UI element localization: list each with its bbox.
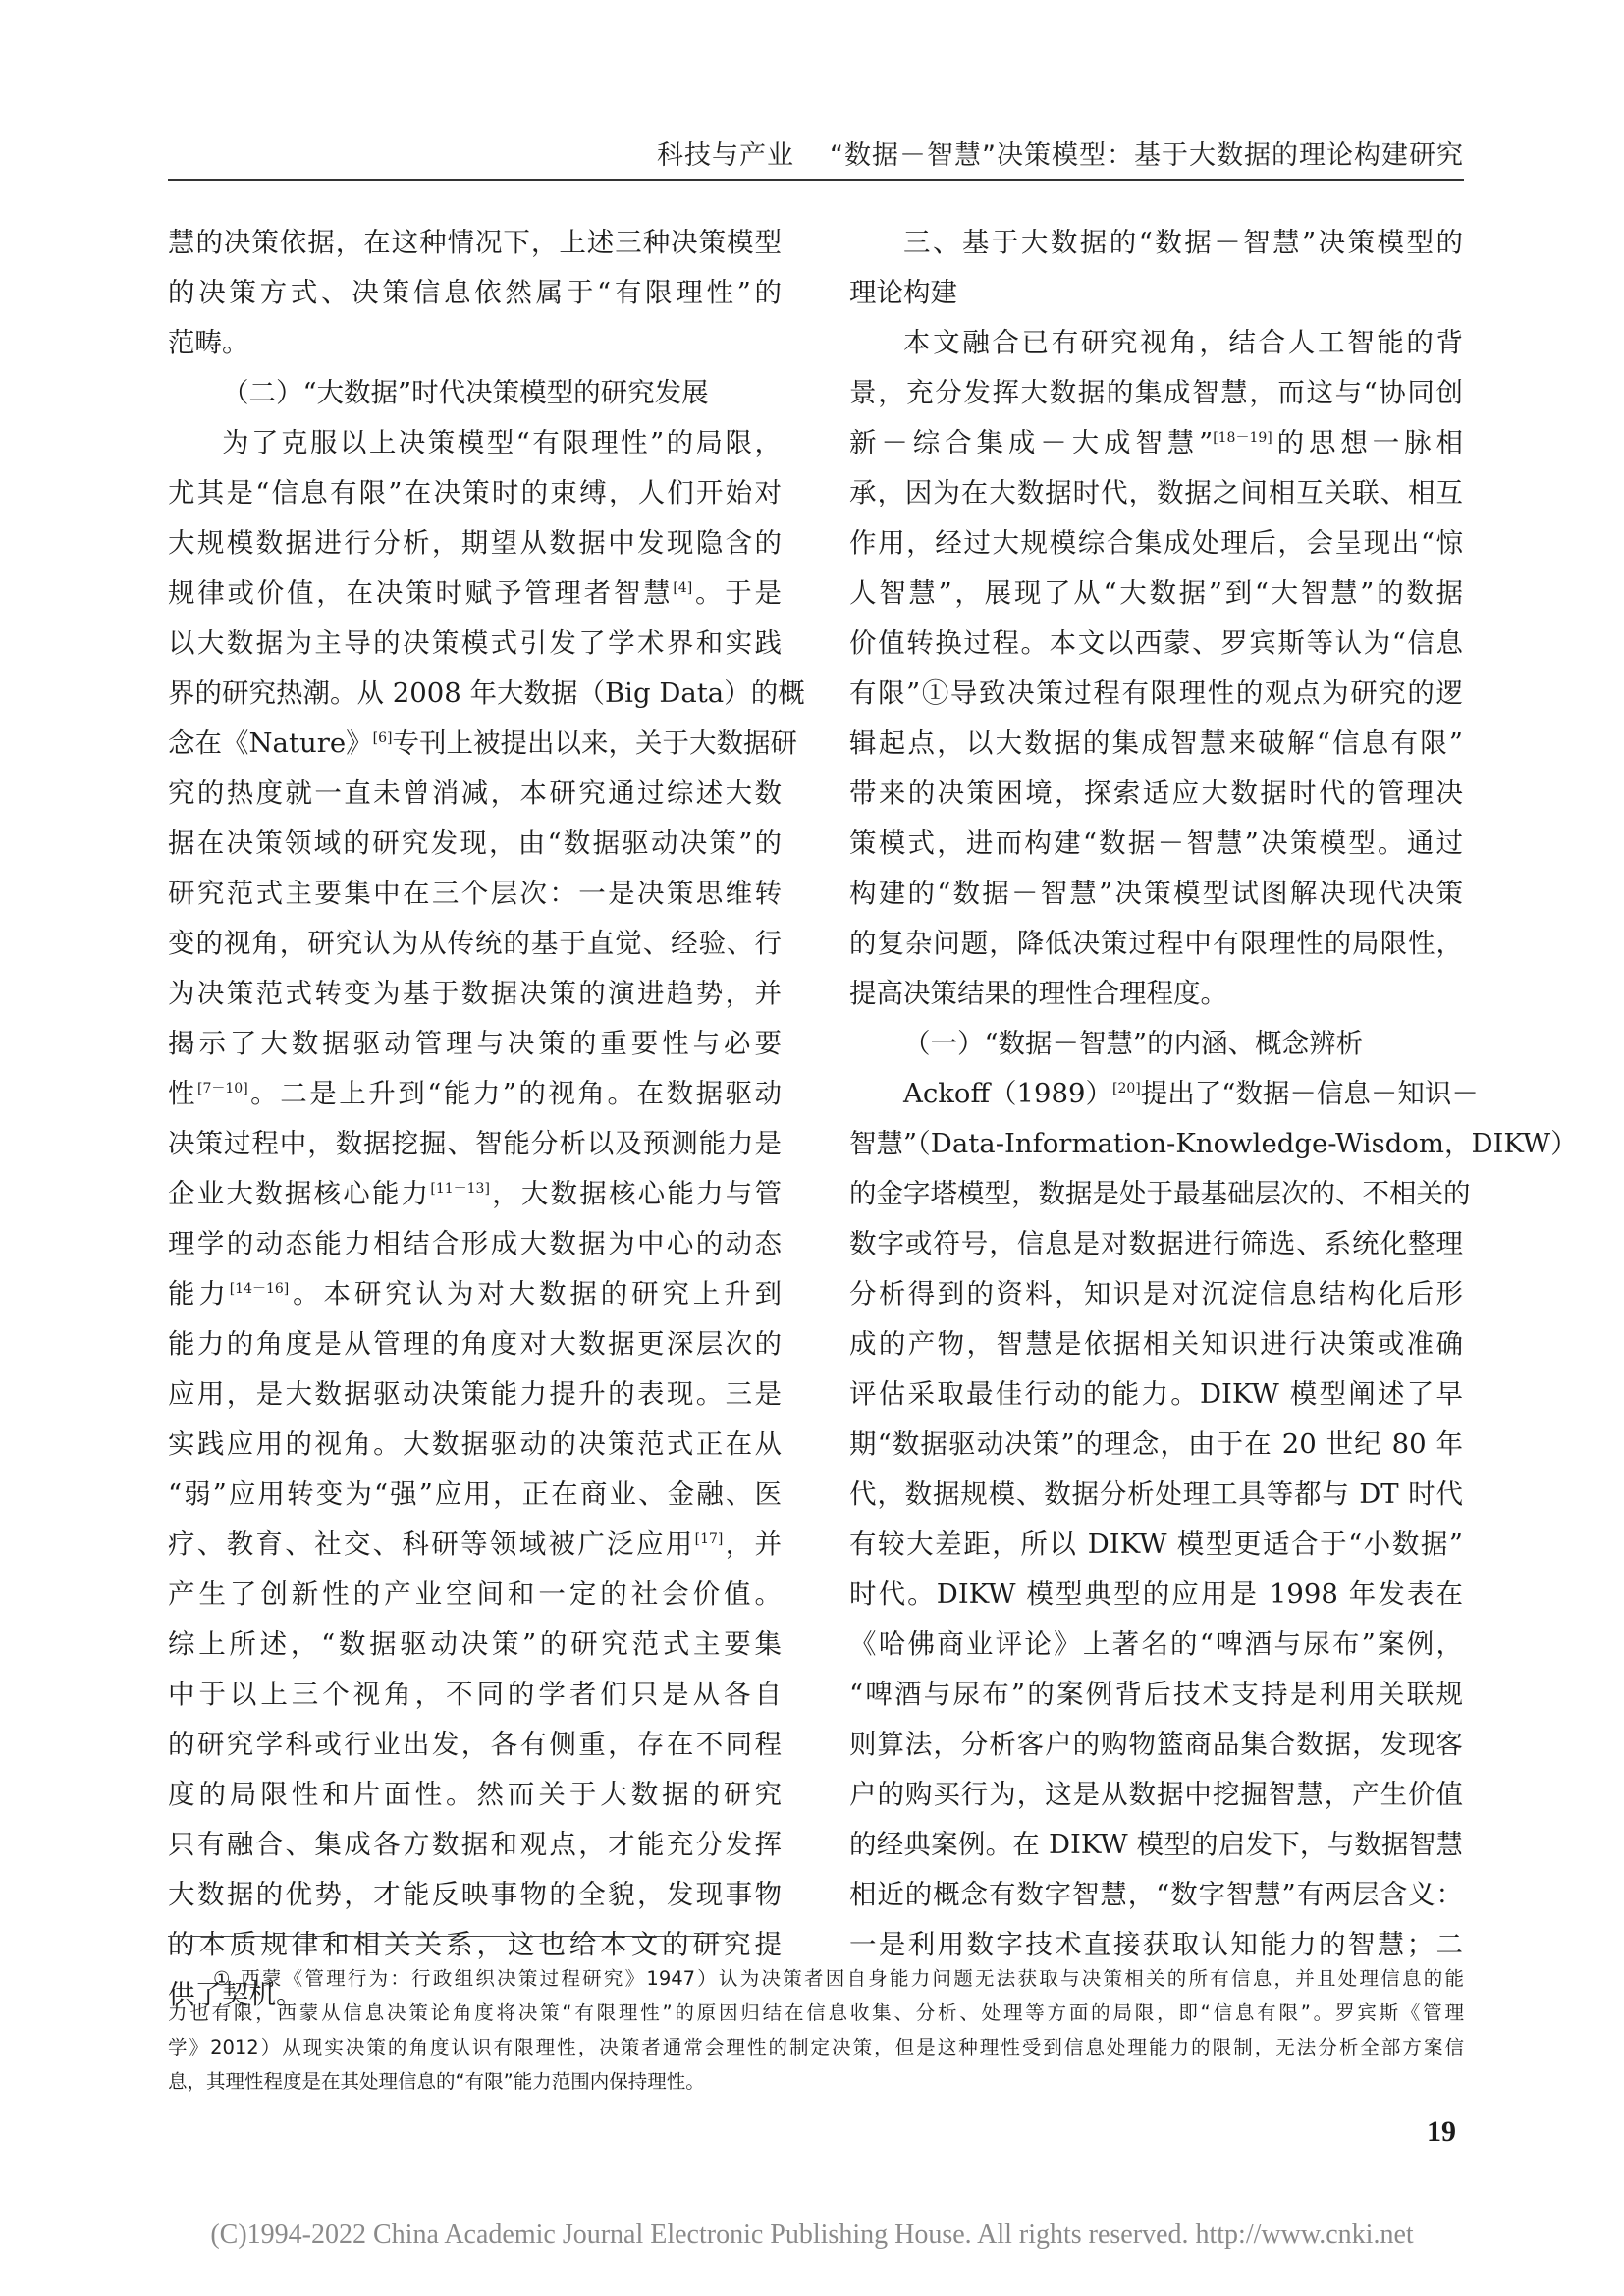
citation: [6]	[372, 729, 393, 746]
text-line: 作用，经过大规模综合集成处理后，会呈现出“惊	[849, 527, 1463, 559]
text-line: 界的研究热潮。从 2008 年大数据（Big Data）的概	[168, 677, 805, 709]
text-line: 智慧”（Data-Information-Knowledge-Wisdom，DIKW）	[849, 1128, 1578, 1159]
text-line: 研究范式主要集中在三个层次：一是决策思维转	[168, 878, 782, 909]
right-column	[849, 218, 1578, 1970]
footnote-line: ① 西蒙《管理行为：行政组织决策过程研究》1947）认为决策者因自身能力问题无法获取与决策相关的所有信息，并且处理信息的能	[213, 1967, 1464, 1990]
text-line: Ackoff（1989）[20]提出了“数据－信息－知识－	[903, 1078, 1479, 1109]
running-header	[168, 130, 1464, 179]
text-line: 理学的动态能力相结合形成大数据为中心的动态	[168, 1228, 782, 1259]
text-line: 为了克服以上决策模型“有限理性”的局限，	[222, 427, 782, 458]
text-line: 新－综合集成－大成智慧”[18－19]的思想一脉相	[849, 427, 1463, 458]
text-line: 代，数据规模、数据分析处理工具等都与 DT 时代	[849, 1478, 1463, 1510]
text-line: 本文融合已有研究视角，结合人工智能的背	[903, 327, 1463, 358]
text-line: 的研究学科或行业出发，各有侧重，存在不同程	[168, 1729, 782, 1760]
copyright-notice: (C)1994-2022 China Academic Journal Electronic Publishing House. All rights reserved. http://www.cnki.net	[210, 2219, 1414, 2250]
text-line: 的复杂问题，降低决策过程中有限理性的局限性，	[849, 928, 1463, 959]
text-line: 揭示了大数据驱动管理与决策的重要性与必要	[168, 1028, 782, 1059]
text-line: 产生了创新性的产业空间和一定的社会价值。	[168, 1578, 782, 1610]
text-line: 变的视角，研究认为从传统的基于直觉、经验、行	[168, 928, 782, 959]
text-line: 提高决策结果的理性合理程度。	[849, 978, 1227, 1009]
text-line: 的本质规律和相关关系，这也给本文的研究提	[168, 1929, 782, 1960]
text-line: 数字或符号，信息是对数据进行筛选、系统化整理	[849, 1228, 1463, 1259]
text-line: 度的局限性和片面性。然而关于大数据的研究	[168, 1779, 782, 1810]
text-line: 中于以上三个视角，不同的学者们只是从各自	[168, 1679, 782, 1710]
text-line: 有限”①导致决策过程有限理性的观点为研究的逻	[849, 677, 1463, 709]
text-line: 以大数据为主导的决策模式引发了学术界和实践	[168, 627, 782, 659]
text-line: 大数据的优势，才能反映事物的全貌，发现事物	[168, 1879, 782, 1910]
text-line: 疗、教育、社交、科研等领域被广泛应用[17]，并	[168, 1528, 782, 1560]
text-line: 一是利用数字技术直接获取认知能力的智慧；二	[849, 1929, 1463, 1960]
footnote-rule	[168, 1936, 730, 1937]
text-line: 人智慧”，展现了从“大数据”到“大智慧”的数据	[849, 577, 1463, 609]
page-number: 19	[1427, 2115, 1456, 2148]
section-heading: 三、基于大数据的“数据－智慧”决策模型的	[903, 227, 1463, 258]
text-line: 成的产物，智慧是依据相关知识进行决策或准确	[849, 1328, 1463, 1360]
citation: [4]	[673, 579, 693, 596]
text-line: “弱”应用转变为“强”应用，正在商业、金融、医	[168, 1478, 782, 1510]
section-heading: （二）“大数据”时代决策模型的研究发展	[222, 377, 709, 408]
journal-section: 科技与产业	[657, 140, 795, 171]
text-line: 相近的概念有数字智慧，“数字智慧”有两层含义：	[849, 1879, 1463, 1910]
text-line: 策模式，进而构建“数据－智慧”决策模型。通过	[849, 828, 1463, 859]
section-heading: （一）“数据－智慧”的内涵、概念辨析	[903, 1028, 1364, 1059]
text-line: 的金字塔模型，数据是处于最基础层次的、不相关的	[849, 1178, 1471, 1209]
text-line: 综上所述，“数据驱动决策”的研究范式主要集	[168, 1629, 782, 1660]
text-line: 究的热度就一直未曾消减，本研究通过综述大数	[168, 777, 782, 809]
text-line: 决策过程中，数据挖掘、智能分析以及预测能力是	[168, 1128, 782, 1159]
footnote	[168, 1961, 1464, 2099]
text-line: 尤其是“信息有限”在决策时的束缚，人们开始对	[168, 477, 782, 508]
text-line: 承，因为在大数据时代，数据之间相互关联、相互	[849, 477, 1463, 508]
citation: [17]	[694, 1530, 724, 1547]
text-line: 期“数据驱动决策”的理念，由于在 20 世纪 80 年	[849, 1428, 1463, 1460]
footnote-line: 学》2012）从现实决策的角度认识有限理性，决策者通常会理性的制定决策，但是这种理性受到信息处理能力的限制，无法分析全部方案信	[168, 2036, 1464, 2058]
text-line: 念在《Nature》[6]专刊上被提出以来，关于大数据研	[168, 727, 797, 759]
text-line: 评估采取最佳行动的能力。DIKW 模型阐述了早	[849, 1378, 1463, 1410]
text-line: 性[7－10]。二是上升到“能力”的视角。在数据驱动	[168, 1078, 782, 1109]
text-line: 景，充分发挥大数据的集成智慧，而这与“协同创	[849, 377, 1463, 408]
citation: [14－16]	[229, 1280, 290, 1297]
text-line: 只有融合、集成各方数据和观点，才能充分发挥	[168, 1829, 782, 1860]
citation: [18－19]	[1213, 429, 1272, 446]
text-line: 应用，是大数据驱动决策能力提升的表现。三是	[168, 1378, 782, 1410]
citation: [7－10]	[197, 1080, 248, 1096]
citation: [20]	[1112, 1080, 1141, 1096]
text-line: 户的购买行为，这是从数据中挖掘智慧，产生价值	[849, 1779, 1463, 1810]
footnote-line: 力也有限，西蒙从信息决策论角度将决策“有限理性”的原因归结在信息收集、分析、处理等方面的局限，即“信息有限”。罗宾斯《管理	[168, 2002, 1464, 2024]
text-line: “啤酒与尿布”的案例背后技术支持是利用关联规	[849, 1679, 1463, 1710]
text-line: 能力[14－16]。本研究认为对大数据的研究上升到	[168, 1278, 783, 1309]
article-title: “数据－智慧”决策模型：基于大数据的理论构建研究	[830, 140, 1464, 171]
text-line: 则算法，分析客户的购物篮商品集合数据，发现客	[849, 1729, 1463, 1760]
text-line: 为决策范式转变为基于数据决策的演进趋势，并	[168, 978, 782, 1009]
left-column	[168, 218, 805, 2020]
text-line: 范畴。	[168, 327, 249, 358]
text-line: 时代。DIKW 模型典型的应用是 1998 年发表在	[849, 1578, 1463, 1610]
footnote-line: 息，其理性程度是在其处理信息的“有限”能力范围内保持理性。	[168, 2070, 705, 2093]
text-line: 的决策方式、决策信息依然属于“有限理性”的	[168, 277, 782, 308]
text-line: 供了契机。	[168, 1979, 303, 2010]
text-line: 有较大差距，所以 DIKW 模型更适合于“小数据”	[849, 1528, 1463, 1560]
section-heading-cont: 理论构建	[849, 277, 957, 308]
text-line: 价值转换过程。本文以西蒙、罗宾斯等认为“信息	[849, 627, 1463, 659]
header-text	[657, 133, 1464, 172]
text-line: 规律或价值，在决策时赋予管理者智慧[4]。于是	[168, 577, 783, 609]
text-line: 分析得到的资料，知识是对沉淀信息结构化后形	[849, 1278, 1463, 1309]
citation: [11－13]	[430, 1180, 490, 1197]
text-line: 《哈佛商业评论》上著名的“啤酒与尿布”案例，	[849, 1629, 1463, 1660]
text-line: 实践应用的视角。大数据驱动的决策范式正在从	[168, 1428, 782, 1460]
text-line: 企业大数据核心能力[11－13]，大数据核心能力与管	[168, 1178, 783, 1209]
text-line: 慧的决策依据，在这种情况下，上述三种决策模型	[168, 227, 782, 258]
text-line: 能力的角度是从管理的角度对大数据更深层次的	[168, 1328, 782, 1360]
text-line: 辑起点，以大数据的集成智慧来破解“信息有限”	[849, 727, 1463, 759]
text-line: 大规模数据进行分析，期望从数据中发现隐含的	[168, 527, 782, 559]
text-line: 的经典案例。在 DIKW 模型的启发下，与数据智慧	[849, 1829, 1463, 1860]
header-rule	[168, 179, 1464, 181]
text-line: 构建的“数据－智慧”决策模型试图解决现代决策	[849, 878, 1463, 909]
text-line: 带来的决策困境，探索适应大数据时代的管理决	[849, 777, 1463, 809]
text-line: 据在决策领域的研究发现，由“数据驱动决策”的	[168, 828, 782, 859]
